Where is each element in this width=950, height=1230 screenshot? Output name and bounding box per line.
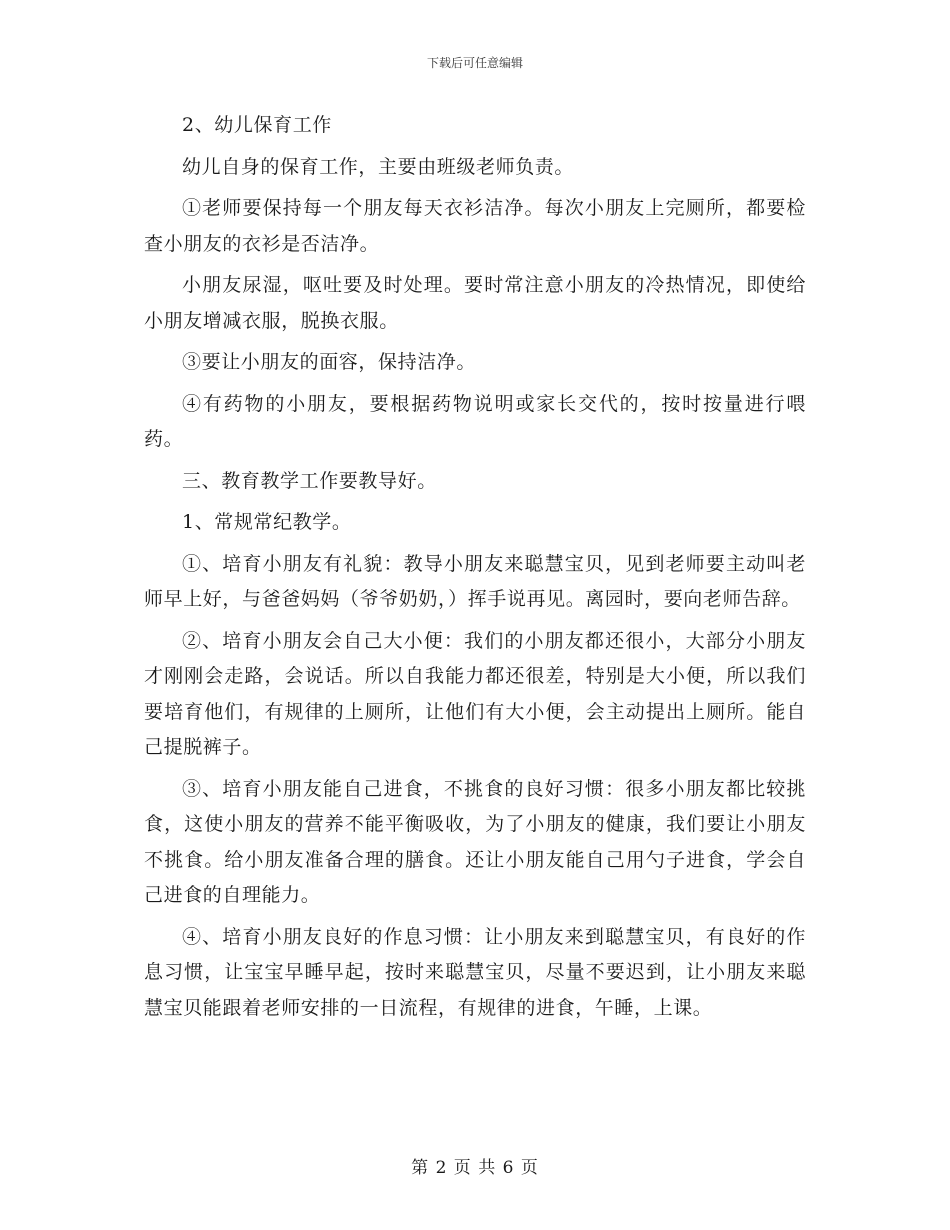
page-header: 下载后可任意编辑 [426,56,523,70]
paragraph: ②、培育小朋友会自己大小便：我们的小朋友都还很小，大部分小朋友才刚刚会走路，会说话。所以自我能力都还很差，特别是大小便，所以我们要培育他们，有规律的上厕所，让他们有大小便，会主动提出上厕所。能自己提脱裤子。 [144,629,806,758]
paragraph: ③要让小朋友的面容，保持洁净。 [182,351,477,373]
paragraph: 幼儿自身的保育工作，主要由班级老师负责。 [182,155,575,178]
paragraph: 2、幼儿保育工作 [182,114,332,136]
paragraph: 小朋友尿湿，呕吐要及时处理。要时常注意小朋友的冷热情况，即使给小朋友增减衣服，脱换衣服。 [144,274,806,332]
paragraph: ④有药物的小朋友，要根据药物说明或家长交代的，按时按量进行喂药。 [144,392,806,450]
paragraph: 三、教育教学工作要教导好。 [182,469,437,492]
paragraph: ④、培育小朋友良好的作息习惯：让小朋友来到聪慧宝贝，有良好的作息习惯，让宝宝早睡早起，按时来聪慧宝贝，尽量不要迟到，让小朋友来聪慧宝贝能跟着老师安排的一日流程，有规律的进食，午睡，上课。 [144,925,806,1019]
paragraph: ①老师要保持每一个朋友每天衣衫洁净。每次小朋友上完厕所，都要检查小朋友的衣衫是否洁净。 [144,197,806,255]
page-number: 第 2 页 共 6 页 [411,1158,539,1178]
body-text [144,108,806,1032]
paragraph: 1、常规常纪教学。 [182,511,352,533]
paragraph: ③、培育小朋友能自己进食，不挑食的良好习惯：很多小朋友都比较挑食，这使小朋友的营养不能平衡吸收，为了小朋友的健康，我们要让小朋友不挑食。给小朋友准备合理的膳食。还让小朋友能自己用勺子进食，学会自己进食的自理能力。 [144,777,806,906]
paragraph: ①、培育小朋友有礼貌：教导小朋友来聪慧宝贝，见到老师要主动叫老师早上好，与爸爸妈妈（爷爷奶奶，）挥手说再见。离园时，要向老师告辞。 [144,552,806,610]
